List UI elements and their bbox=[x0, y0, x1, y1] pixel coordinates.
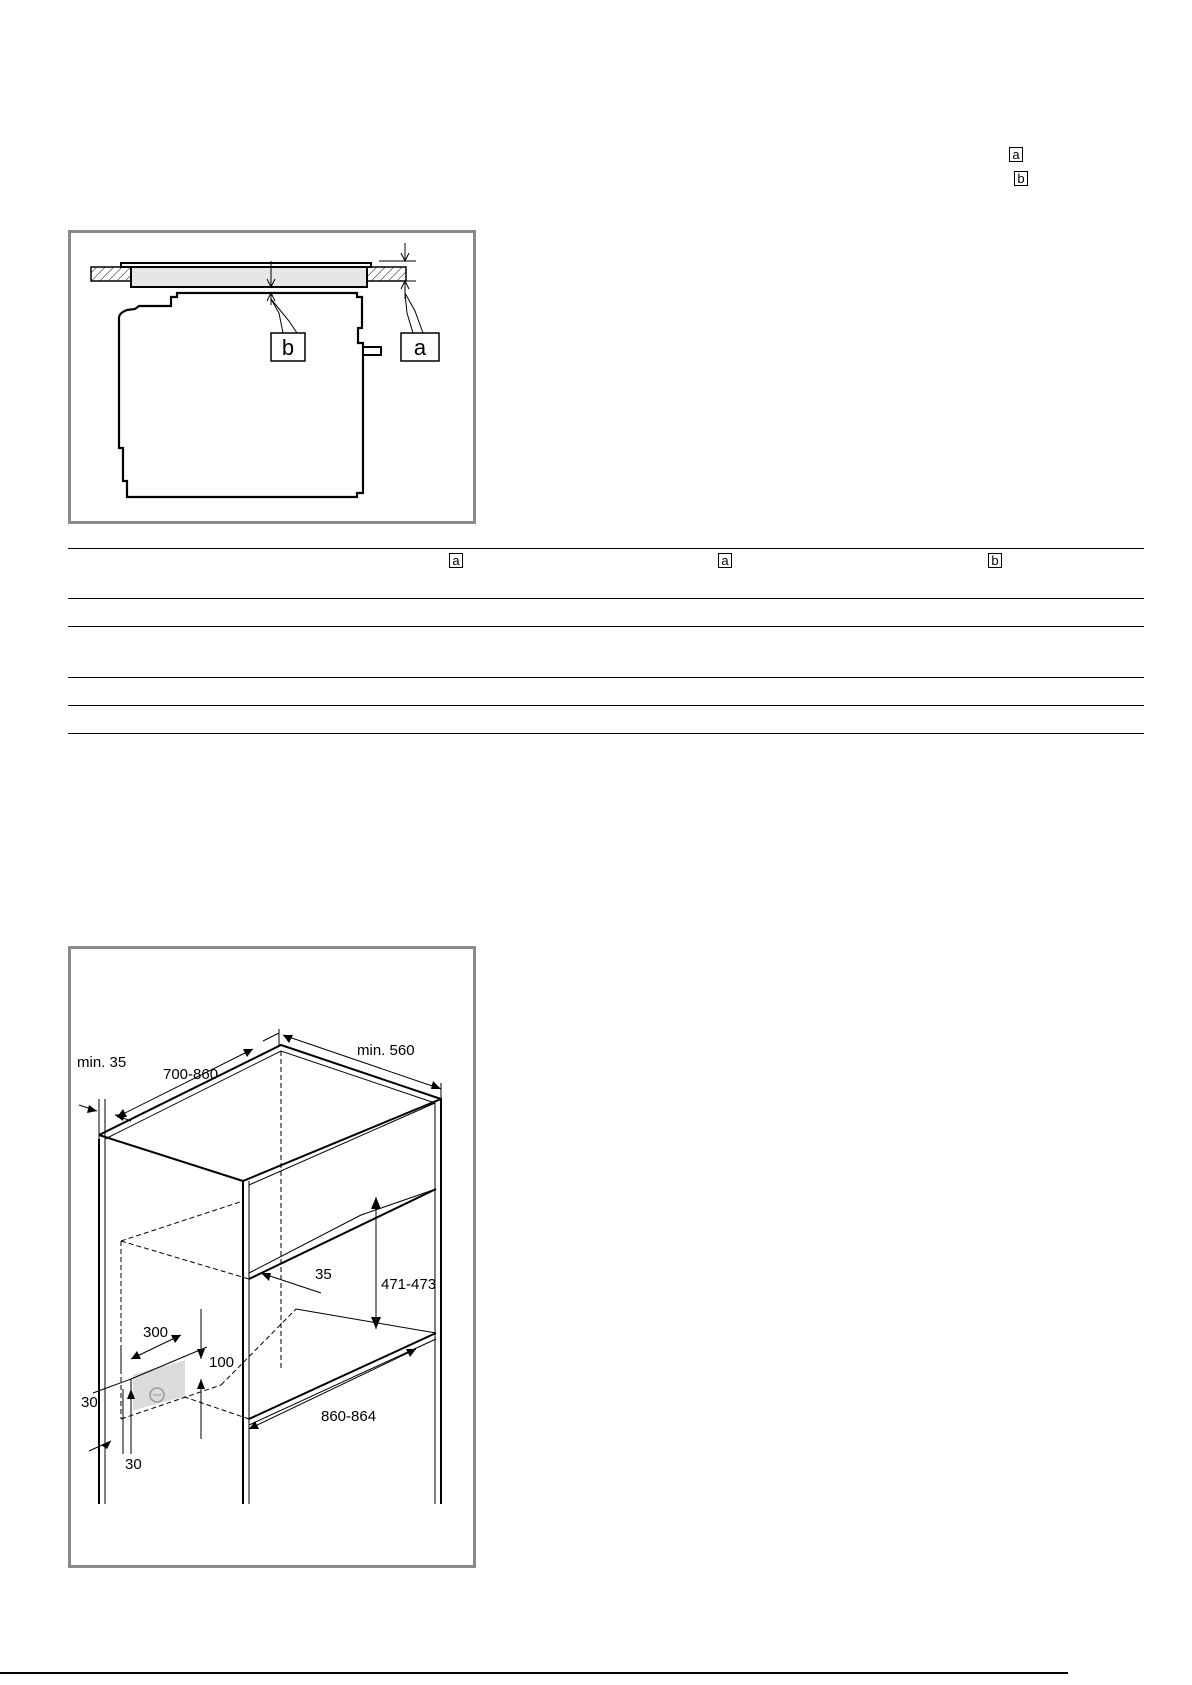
upper-shelf bbox=[249, 1189, 436, 1279]
socket-area bbox=[133, 1360, 185, 1410]
table-row-rule-1 bbox=[68, 626, 1144, 627]
oven-outline bbox=[119, 293, 363, 497]
cabinet-dimensions-drawing bbox=[71, 949, 473, 1565]
cabinet-front-left bbox=[99, 1135, 243, 1504]
worktop-right bbox=[364, 267, 406, 281]
dim-300: 300 bbox=[143, 1324, 169, 1341]
figure-cabinet-dimensions bbox=[68, 946, 476, 1568]
table-header-rule bbox=[68, 598, 1144, 599]
dim-min-35: min. 35 bbox=[77, 1054, 127, 1071]
table-bottom-rule bbox=[68, 733, 1144, 734]
legend-marker-b: b bbox=[1014, 171, 1028, 186]
dim-100: 100 bbox=[209, 1354, 235, 1371]
table-header-marker-b: b bbox=[988, 553, 1002, 568]
table-header-marker-a1: a bbox=[449, 553, 463, 568]
dim-30-bottom: 30 bbox=[125, 1456, 142, 1473]
cooktop-clearance-drawing bbox=[71, 233, 473, 521]
table-row-rule-2 bbox=[68, 677, 1144, 678]
table-header-marker-a2: a bbox=[718, 553, 732, 568]
oven-knob bbox=[363, 347, 381, 355]
dim-860-864: 860-864 bbox=[321, 1408, 377, 1425]
label-b: b bbox=[281, 335, 295, 360]
lower-shelf bbox=[249, 1333, 436, 1419]
page-footer-rule bbox=[0, 1672, 1068, 1674]
dim-471-473: 471-473 bbox=[381, 1276, 437, 1293]
label-a: a bbox=[413, 335, 427, 360]
dim-min-560: min. 560 bbox=[357, 1042, 415, 1059]
table-top-rule bbox=[68, 548, 1144, 549]
legend-marker-a: a bbox=[1009, 147, 1023, 162]
figure-cooktop-clearance bbox=[68, 230, 476, 524]
dim-30-left: 30 bbox=[81, 1394, 98, 1411]
cooktop-body bbox=[131, 267, 367, 287]
worktop-left bbox=[91, 267, 131, 281]
dim-35: 35 bbox=[315, 1266, 332, 1283]
table-row-rule-3 bbox=[68, 705, 1144, 706]
dim-700-860: 700-860 bbox=[163, 1066, 219, 1083]
